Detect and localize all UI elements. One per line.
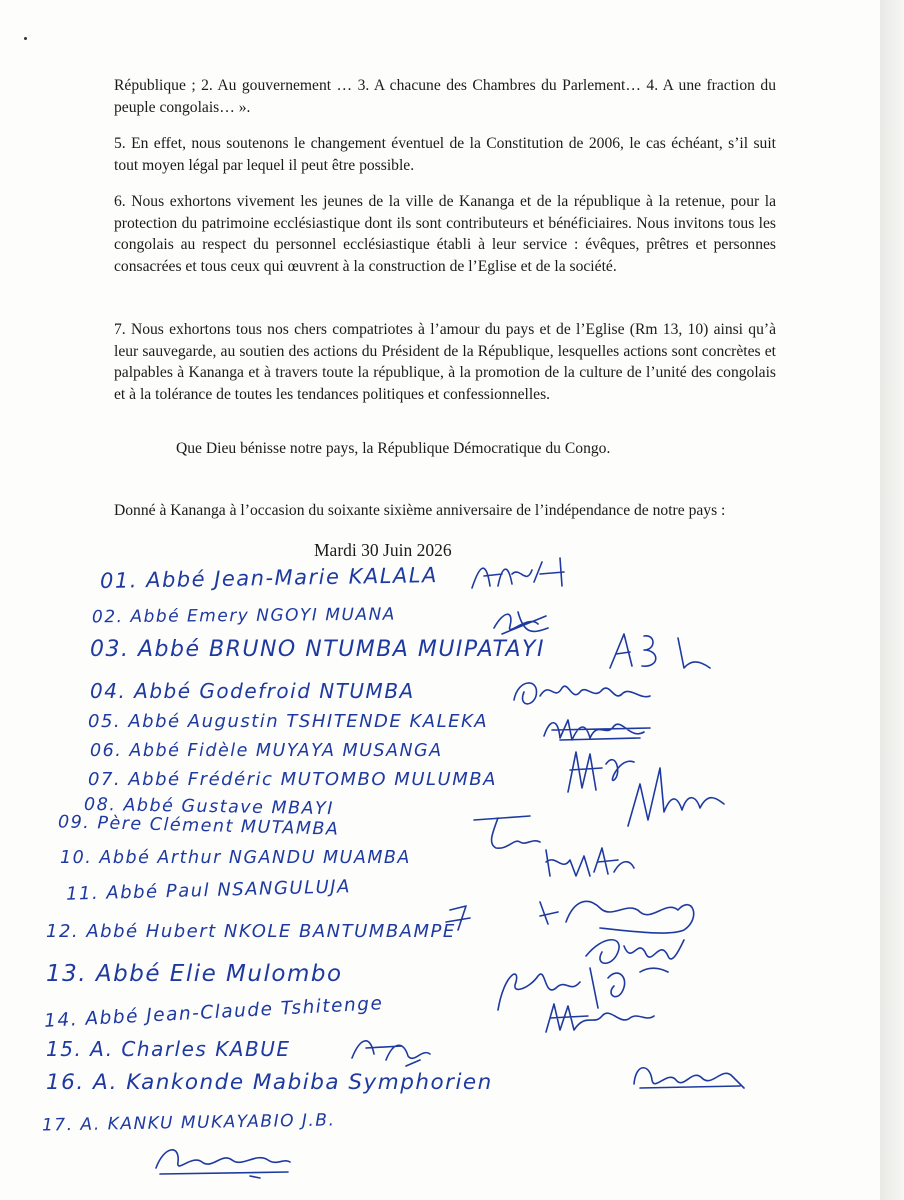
handwritten-signature [628, 1058, 752, 1094]
handwritten-signature [540, 996, 660, 1038]
handwritten-signature [510, 672, 656, 712]
paragraph-5: 5. En effet, nous soutenons le changement éventuel de la Constitution de 2006, le cas échéant, s’il suit tout moyen légal par lequel il peut être possible. [114, 135, 776, 174]
paragraph-7: 7. Nous exhortons tous nos chers compatriotes à l’amour du pays et de l’Eglise (Rm 13, 10) ainsi qu’à leur sauvegarde, au soutien des actions du Président de la République, lesquelles actions sont concrètes et palpables à Kananga et à travers toute la république, à la promotion de la culture de l’unité des congolais et à la tolérance de toutes les tendances politiques et confessionnelles. [114, 321, 776, 403]
handwritten-signature [620, 762, 730, 832]
signatory-line: 12. Abbé Hubert NKOLE BANTUMBAMPE [46, 921, 456, 942]
signatory-line: 16. A. Kankonde Mabiba Symphorien [46, 1070, 493, 1095]
signatory-line: 13. Abbé Elie Mulombo [46, 961, 343, 987]
signatory-line: 15. A. Charles KABUE [46, 1037, 291, 1061]
handwritten-signature [468, 556, 578, 596]
handwritten-signature [540, 714, 664, 746]
signatory-line: 09. Père Clément MUTAMBA [57, 812, 340, 840]
scan-margin [880, 0, 904, 1200]
paragraph-6: 6. Nous exhortons vivement les jeunes de la ville de Kananga et de la république à la retenue, pour la protection du patrimoine ecclésiastique dont ils sont contributeurs et bénéficiaires. Nous invitons tous les congolais au respect du personnel ecclésiastique établi à leur service : évêques, prêtres et personnes consacrées et tous ceux qui œuvrent à la construction de l’Eglise et de la société. [114, 193, 776, 275]
signatory-line: 10. Abbé Arthur NGANDU MUAMBA [60, 848, 411, 868]
handwritten-signature [150, 1138, 296, 1180]
handwritten-signature [346, 1030, 446, 1070]
signatory-line: 04. Abbé Godefroid NTUMBA [90, 679, 415, 703]
closing-blessing: Que Dieu bénisse notre pays, la République Démocratique du Congo. [176, 440, 611, 457]
signatory-line: 08. Abbé Gustave MBAYI [83, 794, 335, 820]
handwritten-signature [606, 628, 718, 676]
signatory-line: 17. A. KANKU MUKAYABIO J.B. [41, 1110, 336, 1136]
signatory-line: 05. Abbé Augustin TSHITENDE KALEKA [88, 711, 489, 732]
signatory-line: 07. Abbé Frédéric MUTOMBO MULUMBA [88, 769, 497, 790]
signatory-line: 14. Abbé Jean-Claude Tshitenge [43, 993, 384, 1032]
handwritten-signature [540, 842, 640, 882]
signatory-line: 01. Abbé Jean-Marie KALALA [99, 563, 439, 593]
given-at-statement: Donné à Kananga à l’occasion du soixante sixième anniversaire de l’indépendance de notre pays : [114, 502, 726, 519]
signatory-line: 06. Abbé Fidèle MUYAYA MUSANGA [90, 741, 443, 761]
handwritten-signature [468, 808, 548, 852]
document-date: Mardi 30 Juin 2026 [314, 540, 452, 560]
handwritten-signature [488, 604, 558, 640]
signatory-line: 11. Abbé Paul NSANGULUJA [65, 876, 352, 905]
signatory-line: 02. Abbé Emery NGOYI MUANA [91, 604, 396, 628]
signatory-line: 03. Abbé BRUNO NTUMBA MUIPATAYI [90, 637, 545, 662]
paragraph-continued: République ; 2. Au gouvernement … 3. A chacune des Chambres du Parlement… 4. A une fraction du peuple congolais… ». [114, 77, 776, 116]
